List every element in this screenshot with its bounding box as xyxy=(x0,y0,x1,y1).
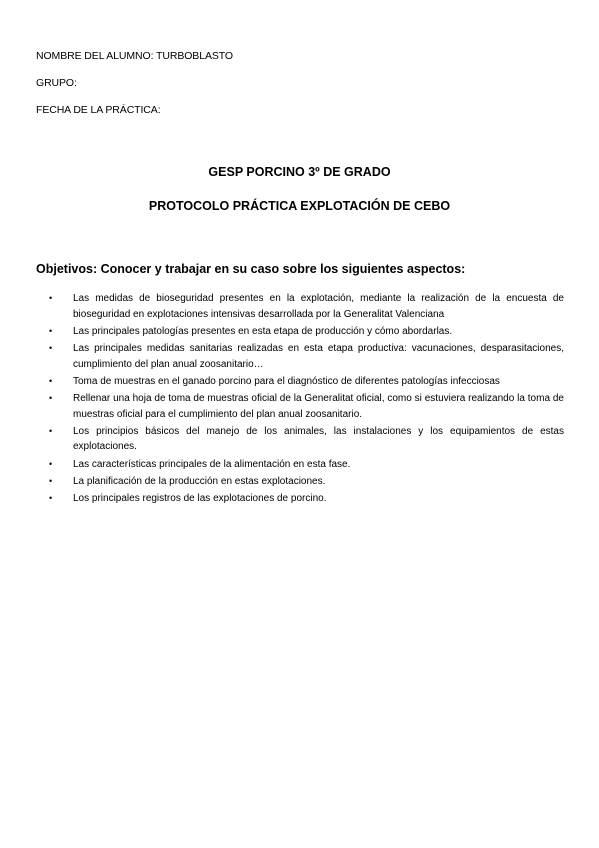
list-item xyxy=(36,424,564,455)
protocol-title: PROTOCOLO PRÁCTICA EXPLOTACIÓN DE CEBO xyxy=(148,199,451,213)
list-item-text: Toma de muestras en el ganado porcino para el diagnóstico de diferentes patologías infecciosas xyxy=(73,375,500,387)
list-item xyxy=(36,391,564,422)
objectives-list xyxy=(36,291,564,508)
list-item-text: La planificación de la producción en estas explotaciones. xyxy=(73,475,326,487)
list-item-text: Las características principales de la alimentación en esta fase. xyxy=(73,458,351,470)
student-name-field: NOMBRE DEL ALUMNO: TURBOBLASTO xyxy=(36,50,233,62)
list-item-text: Las principales patologías presentes en esta etapa de producción y cómo abordarlas. xyxy=(73,325,453,337)
bullet-icon: • xyxy=(49,458,53,469)
list-item-text: Los principios básicos del manejo de los animales, las instalaciones y los equipamientos de estas explotaciones. xyxy=(73,425,564,453)
bullet-icon: • xyxy=(49,492,53,503)
bullet-icon: • xyxy=(49,425,53,436)
objectives-heading: Objetivos: Conocer y trabajar en su caso sobre los siguientes aspectos: xyxy=(36,262,466,276)
list-item-text: Las principales medidas sanitarias realizadas en esta etapa productiva: vacunaciones, desparasitaciones, cumplimiento del plan anual zoosanitario… xyxy=(73,342,564,370)
list-item-text: Las medidas de bioseguridad presentes en la explotación, mediante la realización de la encuesta de bioseguridad en explotaciones intensivas desarrollada por la Generalitat Valenciana xyxy=(73,293,564,320)
group-field: GRUPO: xyxy=(36,77,77,89)
bullet-icon: • xyxy=(49,293,53,303)
bullet-icon: • xyxy=(49,375,53,386)
list-item xyxy=(36,491,564,507)
list-item-text: Los principales registros de las explotaciones de porcino. xyxy=(73,492,327,504)
list-item-text: Rellenar una hoja de toma de muestras oficial de la Generalitat oficial, como si estuviera realizando la toma de muestras oficial para el cumplimiento del plan anual zoosanitario. xyxy=(73,392,564,420)
bullet-icon: • xyxy=(49,475,53,486)
course-title: GESP PORCINO 3º DE GRADO xyxy=(208,165,391,179)
bullet-icon: • xyxy=(49,392,53,403)
list-item xyxy=(36,324,564,340)
list-item xyxy=(36,374,564,390)
list-item xyxy=(36,474,564,490)
bullet-icon: • xyxy=(49,342,53,353)
practice-date-field: FECHA DE LA PRÁCTICA: xyxy=(36,104,161,116)
bullet-icon: • xyxy=(49,325,53,336)
list-item xyxy=(36,457,564,473)
list-item xyxy=(36,341,564,372)
list-item xyxy=(36,291,564,322)
